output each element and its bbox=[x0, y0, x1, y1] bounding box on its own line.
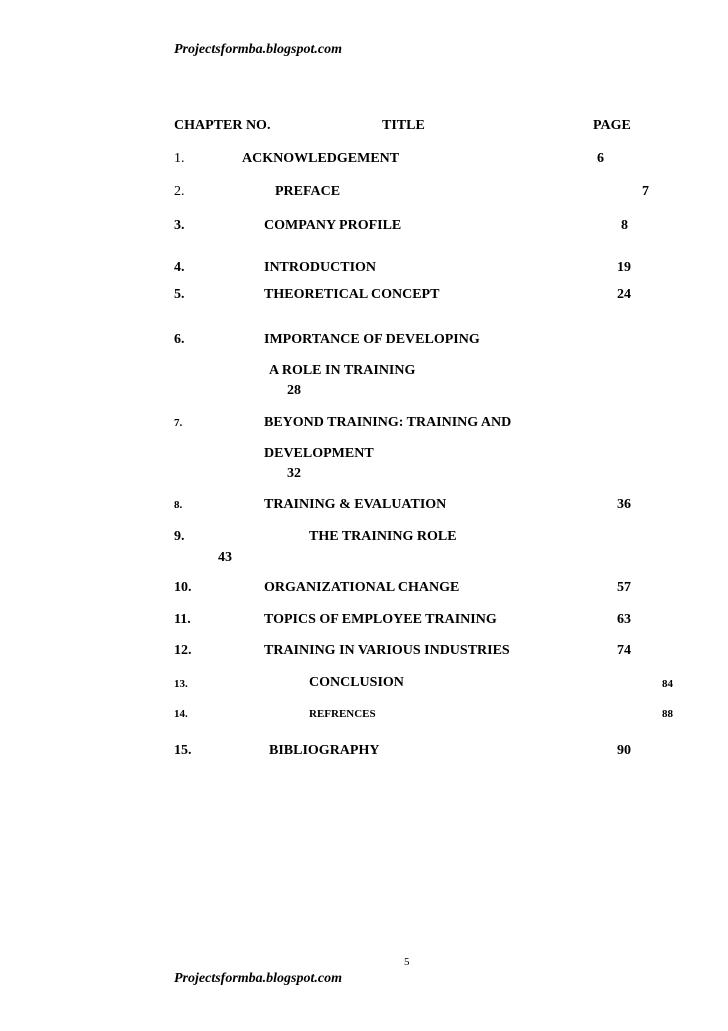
toc-row-6-page: 28 bbox=[287, 383, 301, 398]
column-header-chapter: CHAPTER NO. bbox=[174, 118, 271, 133]
header-site-text: Projectsformba.blogspot.com bbox=[174, 42, 342, 57]
toc-row-10-title: ORGANIZATIONAL CHANGE bbox=[264, 580, 460, 595]
toc-row-15-number: 15. bbox=[174, 743, 192, 758]
toc-row-12-number: 12. bbox=[174, 643, 192, 658]
toc-row-3-title: COMPANY PROFILE bbox=[264, 218, 402, 233]
column-header-title: TITLE bbox=[382, 118, 425, 133]
toc-row-14-page: 88 bbox=[662, 708, 673, 720]
toc-row-4-title: INTRODUCTION bbox=[264, 260, 377, 275]
toc-row-9-page: 43 bbox=[218, 550, 232, 565]
toc-row-13-title: CONCLUSION bbox=[309, 675, 404, 690]
toc-row-8-number: 8. bbox=[174, 499, 183, 511]
toc-row-2-title: PREFACE bbox=[275, 184, 341, 199]
toc-row-5-title: THEORETICAL CONCEPT bbox=[264, 287, 440, 302]
toc-row-5-page: 24 bbox=[617, 287, 631, 302]
toc-row-3-number: 3. bbox=[174, 218, 185, 233]
toc-row-1-title: ACKNOWLEDGEMENT bbox=[242, 151, 400, 166]
toc-row-12-title: TRAINING IN VARIOUS INDUSTRIES bbox=[264, 643, 510, 658]
toc-row-11-title: TOPICS OF EMPLOYEE TRAINING bbox=[264, 612, 497, 627]
toc-row-2-number: 2. bbox=[174, 184, 185, 199]
page-number: 5 bbox=[404, 956, 410, 968]
toc-row-13-number: 13. bbox=[174, 678, 188, 690]
toc-row-4-number: 4. bbox=[174, 260, 185, 275]
toc-row-8-title: TRAINING & EVALUATION bbox=[264, 497, 447, 512]
toc-row-6-title-continued: A ROLE IN TRAINING bbox=[269, 363, 416, 378]
toc-row-14-number: 14. bbox=[174, 708, 188, 720]
toc-row-6-title: IMPORTANCE OF DEVELOPING bbox=[264, 332, 480, 347]
toc-row-7-title-continued: DEVELOPMENT bbox=[264, 446, 374, 461]
toc-row-1-page: 6 bbox=[597, 151, 604, 166]
toc-row-10-number: 10. bbox=[174, 580, 192, 595]
toc-row-4-page: 19 bbox=[617, 260, 631, 275]
toc-row-12-page: 74 bbox=[617, 643, 631, 658]
toc-row-15-title: BIBLIOGRAPHY bbox=[269, 743, 380, 758]
toc-row-7-number: 7. bbox=[174, 417, 183, 429]
column-header-page: PAGE bbox=[593, 118, 631, 133]
toc-row-15-page: 90 bbox=[617, 743, 631, 758]
toc-row-7-page: 32 bbox=[287, 466, 301, 481]
toc-row-14-title: REFRENCES bbox=[309, 708, 376, 720]
toc-row-9-number: 9. bbox=[174, 529, 185, 544]
toc-row-13-page: 84 bbox=[662, 678, 673, 690]
toc-row-7-title: BEYOND TRAINING: TRAINING AND bbox=[264, 415, 512, 430]
toc-row-11-number: 11. bbox=[174, 612, 191, 627]
toc-row-10-page: 57 bbox=[617, 580, 631, 595]
footer-site-text: Projectsformba.blogspot.com bbox=[174, 971, 342, 986]
toc-row-8-page: 36 bbox=[617, 497, 631, 512]
toc-row-1-number: 1. bbox=[174, 151, 185, 166]
toc-row-11-page: 63 bbox=[617, 612, 631, 627]
toc-row-6-number: 6. bbox=[174, 332, 185, 347]
toc-row-9-title: THE TRAINING ROLE bbox=[309, 529, 457, 544]
toc-row-5-number: 5. bbox=[174, 287, 185, 302]
toc-row-3-page: 8 bbox=[621, 218, 628, 233]
toc-row-2-page: 7 bbox=[642, 184, 649, 199]
